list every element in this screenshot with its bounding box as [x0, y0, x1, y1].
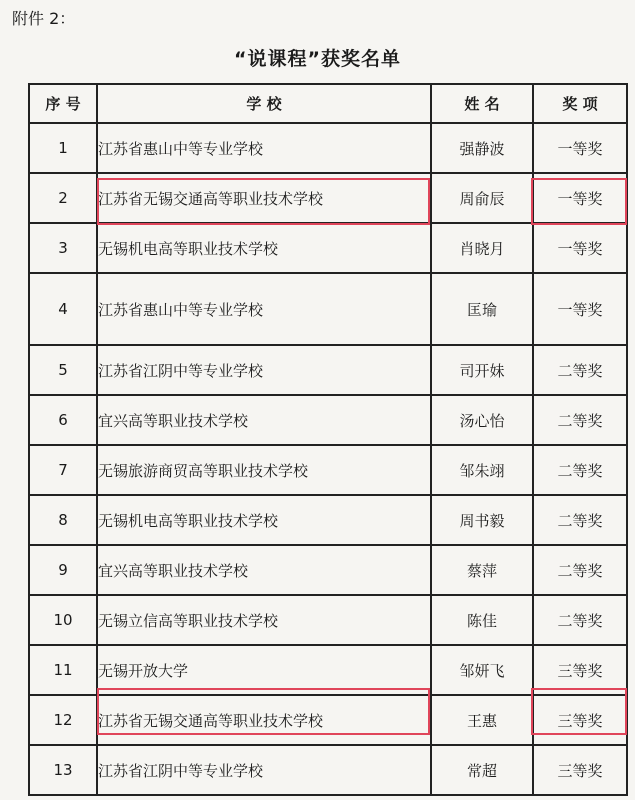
cell-award: 二等奖 — [533, 595, 627, 645]
cell-school: 江苏省江阴中等专业学校 — [97, 345, 431, 395]
cell-name: 蔡萍 — [431, 545, 533, 595]
cell-number: 6 — [29, 395, 97, 445]
cell-school: 江苏省惠山中等专业学校 — [97, 123, 431, 173]
cell-school: 江苏省无锡交通高等职业技术学校 — [97, 695, 431, 745]
cell-award: 二等奖 — [533, 495, 627, 545]
table-row — [29, 273, 627, 345]
cell-award: 三等奖 — [533, 645, 627, 695]
cell-name: 常超 — [431, 745, 533, 795]
cell-school: 无锡立信高等职业技术学校 — [97, 595, 431, 645]
cell-name: 陈佳 — [431, 595, 533, 645]
table-row — [29, 345, 627, 395]
cell-award: 一等奖 — [533, 273, 627, 345]
cell-school: 江苏省江阴中等专业学校 — [97, 745, 431, 795]
table-row — [29, 445, 627, 495]
cell-number: 7 — [29, 445, 97, 495]
cell-name: 邹妍飞 — [431, 645, 533, 695]
cell-number: 3 — [29, 223, 97, 273]
cell-number: 8 — [29, 495, 97, 545]
table-row — [29, 495, 627, 545]
cell-school: 宜兴高等职业技术学校 — [97, 545, 431, 595]
cell-name: 强静波 — [431, 123, 533, 173]
cell-name: 匡瑜 — [431, 273, 533, 345]
cell-award: 一等奖 — [533, 123, 627, 173]
cell-number: 4 — [29, 273, 97, 345]
cell-award: 二等奖 — [533, 545, 627, 595]
table-row — [29, 695, 627, 745]
table-row — [29, 395, 627, 445]
cell-award: 二等奖 — [533, 445, 627, 495]
cell-name: 王惠 — [431, 695, 533, 745]
cell-award: 三等奖 — [533, 745, 627, 795]
cell-award: 三等奖 — [533, 695, 627, 745]
header-name: 姓 名 — [431, 84, 533, 123]
table-row — [29, 645, 627, 695]
cell-school: 无锡机电高等职业技术学校 — [97, 223, 431, 273]
page-title: “说课程”获奖名单 — [234, 48, 401, 70]
table-row — [29, 545, 627, 595]
table-row — [29, 123, 627, 173]
cell-name: 周俞辰 — [431, 173, 533, 223]
header-award: 奖 项 — [533, 84, 627, 123]
table-row — [29, 595, 627, 645]
cell-name: 邹朱翊 — [431, 445, 533, 495]
header-number: 序 号 — [29, 84, 97, 123]
cell-award: 二等奖 — [533, 395, 627, 445]
cell-number: 5 — [29, 345, 97, 395]
cell-school: 无锡开放大学 — [97, 645, 431, 695]
cell-award: 一等奖 — [533, 173, 627, 223]
cell-school: 江苏省无锡交通高等职业技术学校 — [97, 173, 431, 223]
attachment-label: 附件 2： — [12, 9, 76, 28]
cell-number: 10 — [29, 595, 97, 645]
cell-school: 江苏省惠山中等专业学校 — [97, 273, 431, 345]
cell-name: 周书毅 — [431, 495, 533, 545]
table-header-row — [29, 84, 627, 123]
cell-name: 司开妹 — [431, 345, 533, 395]
cell-number: 13 — [29, 745, 97, 795]
cell-number: 9 — [29, 545, 97, 595]
table-row — [29, 745, 627, 795]
table-row — [29, 173, 627, 223]
cell-award: 一等奖 — [533, 223, 627, 273]
cell-award: 二等奖 — [533, 345, 627, 395]
cell-school: 宜兴高等职业技术学校 — [97, 395, 431, 445]
cell-number: 12 — [29, 695, 97, 745]
table-row — [29, 223, 627, 273]
awards-table — [28, 83, 628, 796]
cell-name: 汤心怡 — [431, 395, 533, 445]
cell-name: 肖晓月 — [431, 223, 533, 273]
header-school: 学 校 — [97, 84, 431, 123]
cell-number: 11 — [29, 645, 97, 695]
cell-number: 1 — [29, 123, 97, 173]
cell-number: 2 — [29, 173, 97, 223]
cell-school: 无锡机电高等职业技术学校 — [97, 495, 431, 545]
cell-school: 无锡旅游商贸高等职业技术学校 — [97, 445, 431, 495]
